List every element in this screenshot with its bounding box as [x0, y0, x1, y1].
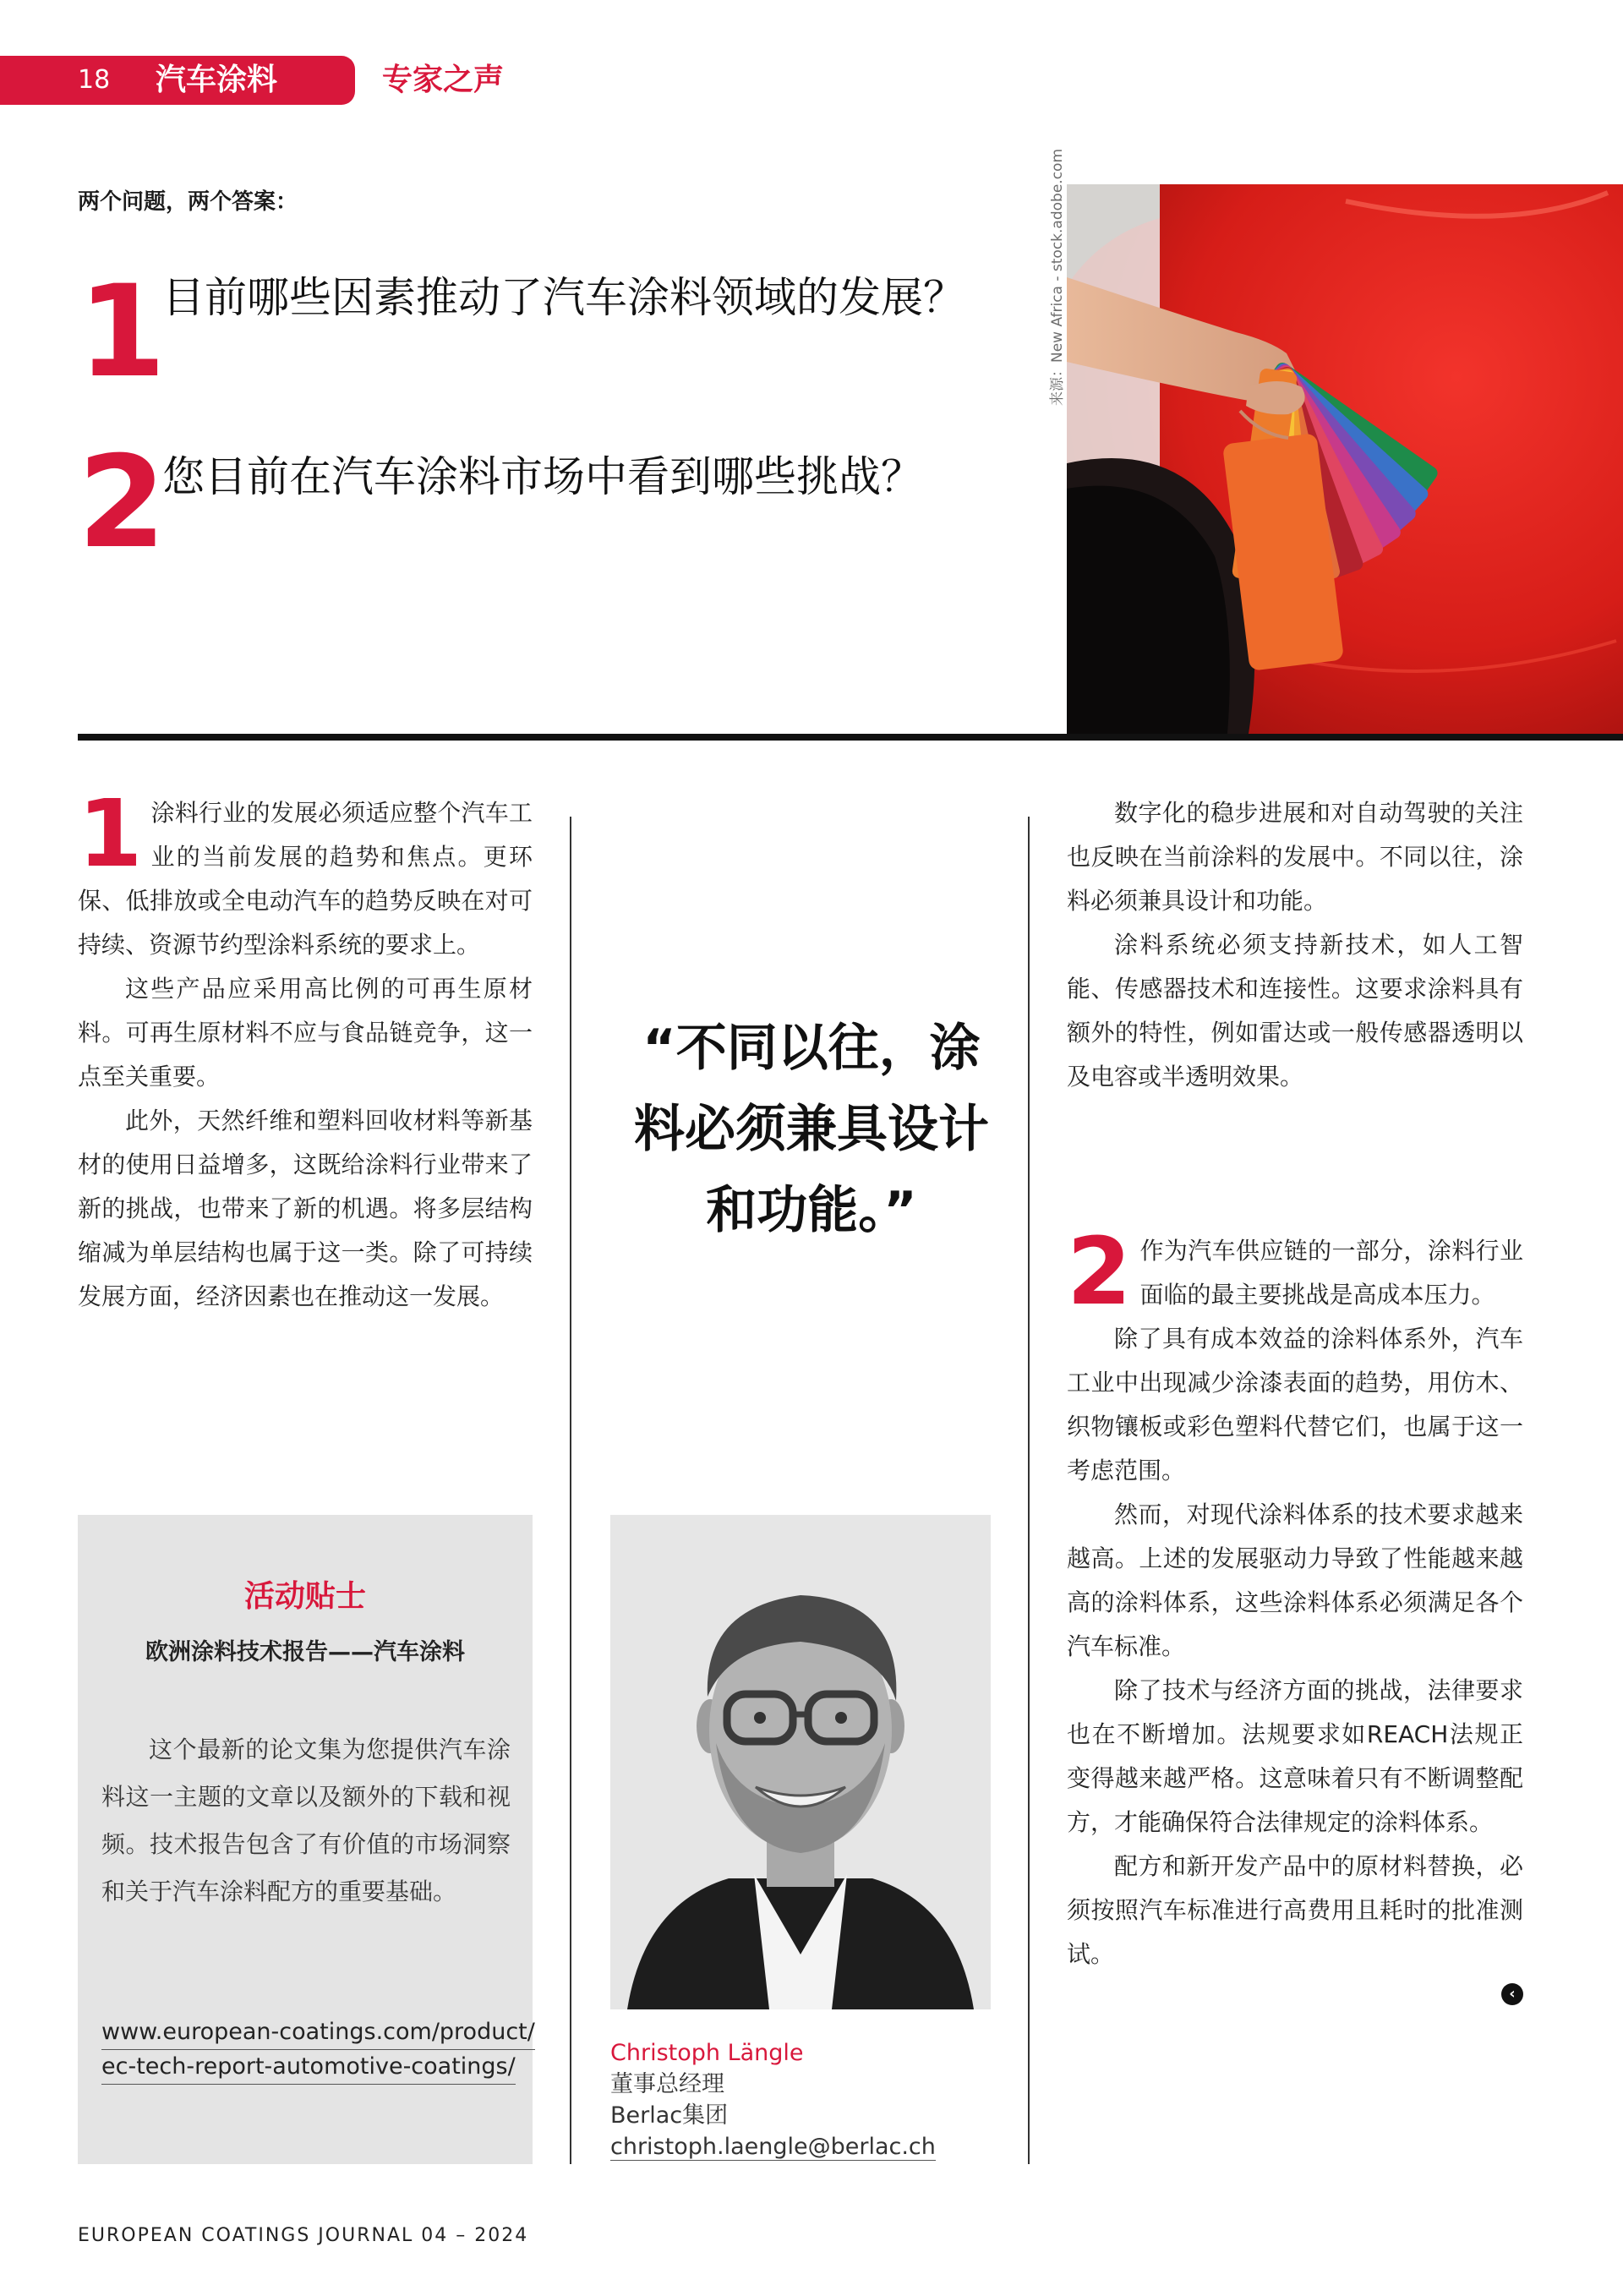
author-title: 董事总经理	[610, 2071, 724, 2097]
right-paragraph-1: 数字化的稳步进展和对自动驾驶的关注也反映在当前涂料的发展中。不同以往，涂料必须兼具设计和功能。	[1067, 799, 1523, 915]
photo-credit: 来源：New Africa - stock.adobe.com	[1049, 149, 1066, 406]
answer-1-paragraph-3: 此外，天然纤维和塑料回收材料等新基材的使用日益增多，这既给涂料行业带来了新的挑战，也带来了新的机遇。将多层结构缩减为单层结构也属于这一类。除了可持续发展方面，经济因素也在推动这一发展。	[78, 1107, 533, 1310]
journal-footer: EUROPEAN COATINGS JOURNAL 04 – 2024	[78, 2225, 529, 2246]
answer-1-paragraph-2: 这些产品应采用高比例的可再生原材料。可再生原材料不应与食品链竞争，这一点至关重要。	[78, 975, 533, 1091]
event-tip-title: 活动贴士	[243, 1579, 366, 1614]
back-arrow-icon[interactable]: ‹	[1501, 1983, 1523, 2005]
answer-2-paragraph-2: 除了具有成本效益的涂料体系外，汽车工业中出现减少涂漆表面的趋势，用仿木、织物镶板或彩色塑料代替它们，也属于这一考虑范围。	[1067, 1325, 1523, 1484]
event-tip-link[interactable]	[101, 2015, 535, 2085]
column-divider-left	[570, 817, 571, 2164]
answer-2-paragraph-1: 作为汽车供应链的一部分，涂料行业面临的最主要挑战是高成本压力。	[1139, 1237, 1523, 1309]
answer-2-dropcap: 2	[1067, 1217, 1132, 1326]
questions-intro: 两个问题，两个答案：	[78, 189, 298, 215]
color-fan-illustration	[1067, 184, 1623, 734]
pull-quote: “不同以往，涂料必须兼具设计和功能。”	[634, 1019, 989, 1240]
right-column-top	[1067, 791, 1523, 1099]
right-paragraph-2: 涂料系统必须支持新技术，如人工智能、传感器技术和连接性。这要求涂料具有额外的特性，例如雷达或一般传感器透明以及电容或半透明效果。	[1067, 931, 1523, 1091]
event-tip-box	[78, 1515, 533, 2164]
section-divider	[78, 734, 1623, 741]
author-portrait-illustration	[610, 1515, 991, 2009]
author-portrait	[610, 1515, 991, 2009]
event-tip-link-line-2[interactable]: ec-tech-report-automotive-coatings/	[101, 2050, 516, 2085]
page-number: 18	[78, 65, 111, 95]
author-email[interactable]: christoph.laengle@berlac.ch	[610, 2134, 936, 2160]
event-tip-body: 这个最新的论文集为您提供汽车涂料这一主题的文章以及额外的下载和视频。技术报告包含了有价值的市场洞察和关于汽车涂料配方的重要基础。	[101, 1736, 511, 1905]
answer-2-paragraph-5: 配方和新开发产品中的原材料替换，必须按照汽车标准进行高费用且耗时的批准测试。	[1067, 1852, 1523, 1968]
author-company: Berlac集团	[610, 2102, 729, 2129]
answer-2-paragraph-4: 除了技术与经济方面的挑战，法律要求也在不断增加。法规要求如REACH法规正变得越来越严格。这意味着只有不断调整配方，才能确保符合法律规定的涂料体系。	[1067, 1676, 1523, 1836]
color-fan-photo	[1067, 184, 1623, 734]
subsection-title: 专家之声	[382, 63, 505, 97]
answer-2-column	[1067, 1217, 1523, 1976]
question-text-1: 目前哪些因素推动了汽车涂料领域的发展？	[162, 273, 965, 322]
event-tip-link-line-1[interactable]: www.european-coatings.com/product/	[101, 2015, 535, 2050]
answer-1-paragraph-1: 涂料行业的发展必须适应整个汽车工业的当前发展的趋势和焦点。更环保、低排放或全电动汽车的趋势反映在对可持续、资源节约型涂料系统的要求上。	[78, 799, 533, 959]
answer-2-paragraph-3: 然而，对现代涂料体系的技术要求越来越高。上述的发展驱动力导致了性能越来越高的涂料体系，这些涂料体系必须满足各个汽车标准。	[1067, 1501, 1523, 1660]
question-text-2: 您目前在汽车涂料市场中看到哪些挑战？	[162, 452, 923, 501]
author-info	[610, 2037, 936, 2162]
column-divider-right	[1028, 817, 1030, 2164]
answer-1-dropcap: 1	[78, 779, 143, 888]
author-name: Christoph Längle	[610, 2040, 804, 2066]
question-number-2: 2	[78, 429, 167, 577]
section-title: 汽车涂料	[156, 63, 278, 97]
answer-1-column	[78, 779, 533, 1319]
question-number-1: 1	[78, 259, 167, 406]
event-tip-subtitle: 欧洲涂料技术报告——汽车涂料	[145, 1639, 465, 1665]
